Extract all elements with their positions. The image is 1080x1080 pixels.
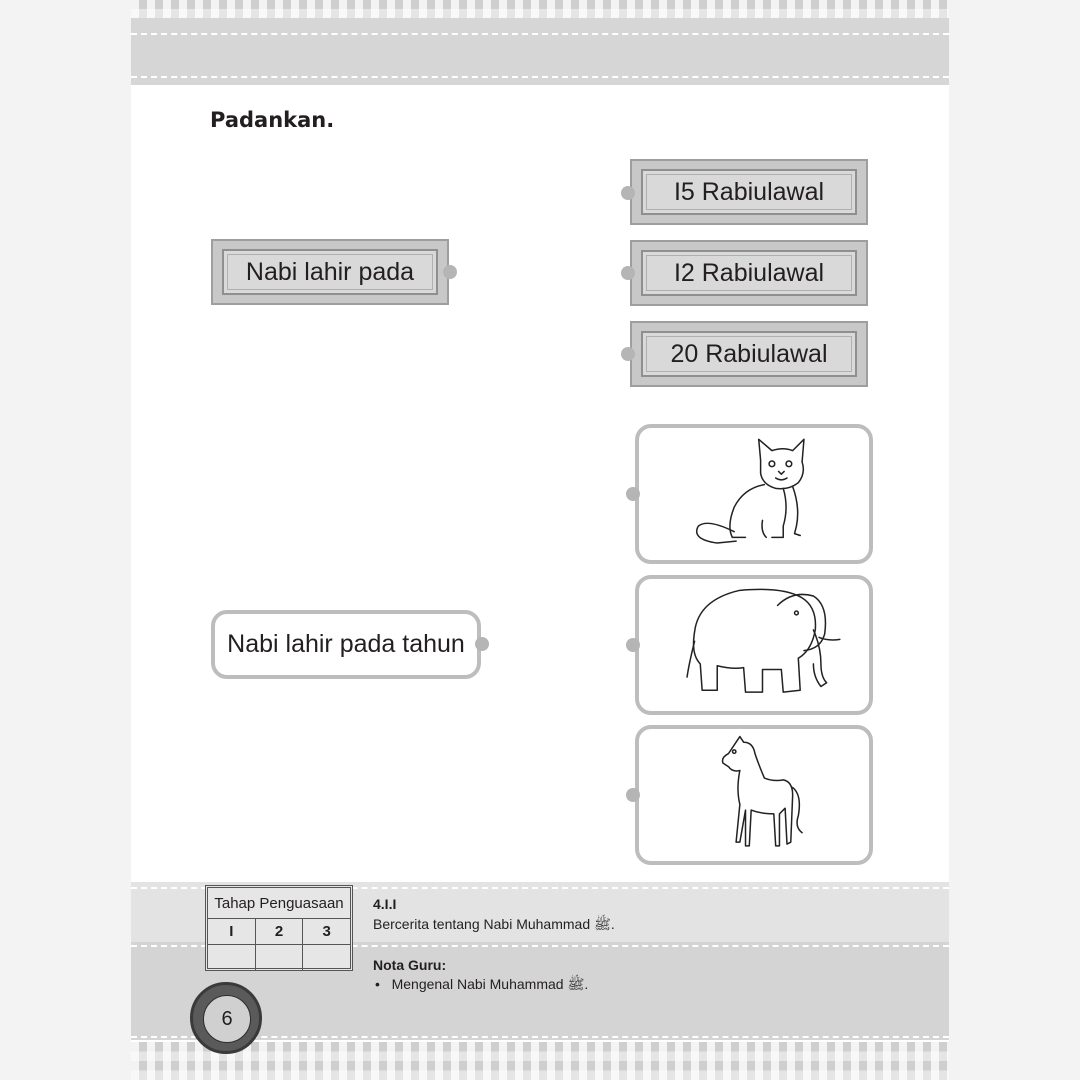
page-number: 6 [203,995,251,1043]
option-label: 20 Rabiulawal [670,339,828,368]
mastery-check-1[interactable] [208,945,256,970]
horse-drawing-icon [639,729,869,861]
mastery-level-1: I [208,919,256,944]
instruction-title: Padankan. [210,108,335,132]
header-band [131,18,949,85]
option-box-elephant [635,575,873,715]
header-check-strip [131,0,949,18]
bullet-icon: • [375,976,392,992]
match-dot-option-3[interactable] [621,347,635,361]
teacher-note-title: Nota Guru: [373,957,447,973]
mastery-levels-row [208,919,350,945]
option-box-cat [635,424,873,564]
match-dot-animal-3[interactable] [626,788,640,802]
learning-standard-text: Bercerita tentang Nabi Muhammad ﷺ. [373,916,615,932]
mastery-level-3: 3 [322,923,331,940]
match-dot-prompt-2[interactable] [475,637,489,651]
footer-check-strip [131,1042,949,1080]
worksheet-page [131,0,949,1080]
match-dot-prompt-1[interactable] [443,265,457,279]
mastery-check-2[interactable] [256,945,304,970]
header-dash-bottom [131,76,949,78]
prompt-label: Nabi lahir pada tahun [227,630,465,658]
header-dash-top [131,33,949,35]
match-dot-option-1[interactable] [621,186,635,200]
page-number-badge [190,982,262,1054]
learning-standard-code: 4.I.I [373,896,397,912]
option-box-20-rabiulawal [630,321,868,387]
teacher-note-item [375,976,588,996]
option-label: I2 Rabiulawal [673,258,825,287]
mastery-check-3[interactable] [303,945,350,970]
prompt-box-birth-date [211,239,449,305]
cat-drawing-icon [639,428,869,560]
prompt-label: Nabi lahir pada [245,257,415,286]
mastery-table-title: Tahap Penguasaan [208,888,350,919]
option-box-horse [635,725,873,865]
mastery-checkbox-row [208,945,350,970]
option-box-15-rabiulawal [630,159,868,225]
mastery-level-2: 2 [256,919,304,944]
match-dot-option-2[interactable] [621,266,635,280]
teacher-note-text: Mengenal Nabi Muhammad ﷺ. [391,976,589,992]
option-label: I5 Rabiulawal [673,177,825,206]
prompt-box-birth-year [211,610,481,679]
match-dot-animal-1[interactable] [626,487,640,501]
match-dot-animal-2[interactable] [626,638,640,652]
option-box-12-rabiulawal [630,240,868,306]
mastery-level-table [205,885,353,971]
elephant-drawing-icon [639,579,869,711]
